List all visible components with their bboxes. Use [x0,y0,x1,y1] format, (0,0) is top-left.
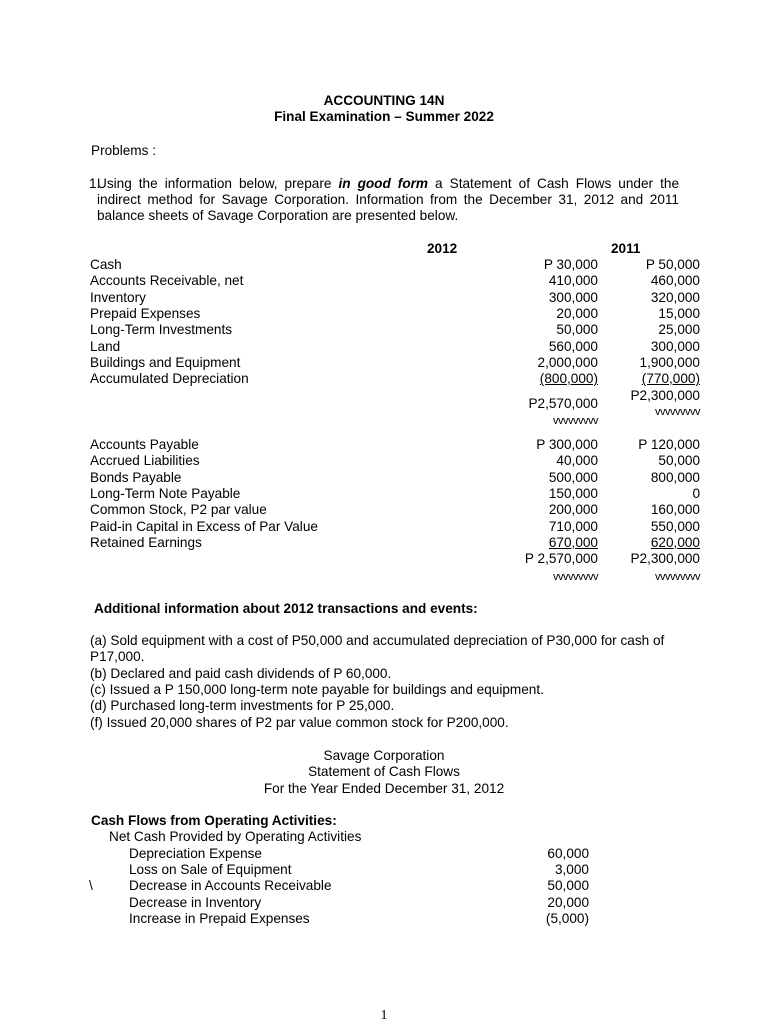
asset-value-2012: 560,000 [548,338,598,354]
asset-value-2011: (770,000) [641,371,700,387]
asset-value-2011: 460,000 [650,273,700,289]
statement-period: For the Year Ended December 31, 2012 [263,781,505,796]
asset-label: Long-Term Investments [90,322,233,338]
problem-number: 1. [89,176,101,191]
liability-value-2011: 800,000 [650,469,700,485]
liability-value-2012: P 300,000 [536,437,598,452]
asset-value-2011: 1,900,000 [639,354,700,370]
col-2012-header: 2012 [427,241,458,256]
operating-item-value: 3,000 [554,862,589,878]
assets-total-2012: P2,570,000 [528,396,598,411]
assets-double-rule-2012: vvvvvvvvv [553,415,598,427]
additional-item: (a) Sold equipment with a cost of P50,000 and accumulated depreciation of P30,000 for cash of [90,633,665,648]
liability-value-2011: P 120,000 [638,437,700,452]
liability-value-2011: 50,000 [658,453,700,469]
asset-value-2012: 410,000 [548,273,598,289]
asset-value-2011: 15,000 [658,305,700,321]
problems-label: Problems : [91,143,156,158]
liability-label: Common Stock, P2 par value [90,502,267,518]
assets-double-rule-2011: vvvvvvvvv [655,406,700,418]
asset-value-2012: 2,000,000 [537,354,598,370]
asset-value-2012: 50,000 [556,322,598,338]
operating-item-label: Increase in Prepaid Expenses [129,910,310,926]
additional-item: (c) Issued a P 150,000 long-term note payable for buildings and equipment. [90,681,544,697]
operating-item-label: Depreciation Expense [129,846,262,861]
liability-value-2012: 40,000 [556,453,598,469]
liab-double-rule-2011: vvvvvvvvv [655,571,700,583]
liability-label: Paid-in Capital in Excess of Par Value [90,518,318,534]
liability-label: Bonds Payable [90,469,182,485]
course-title: ACCOUNTING 14N [323,93,445,108]
liability-label: Retained Earnings [90,534,202,550]
asset-label: Buildings and Equipment [90,354,241,370]
operating-item-value: 50,000 [547,878,589,894]
additional-item: P17,000. [90,649,145,665]
page-number: 1 [380,1008,388,1023]
operating-item-value: (5,000) [545,910,589,926]
liab-double-rule-2012: vvvvvvvvv [553,571,598,583]
asset-label: Accumulated Depreciation [90,371,249,387]
additional-item: (f) Issued 20,000 shares of P2 par value common stock for P200,000. [90,714,509,730]
stray-mark: \ [89,878,93,893]
problem-text-before: Using the information below, prepare [97,176,339,191]
operating-item-label: Decrease in Inventory [129,894,262,910]
liability-label: Accrued Liabilities [90,453,200,469]
asset-label: Cash [90,257,122,272]
liab-total-2012: P 2,570,000 [524,551,598,566]
asset-value-2011: P 50,000 [645,257,700,272]
operating-subheading: Net Cash Provided by Operating Activities [109,829,362,844]
asset-value-2011: 25,000 [658,322,700,338]
operating-item-label: Decrease in Accounts Receivable [129,878,332,894]
asset-value-2011: 300,000 [650,338,700,354]
statement-title: Statement of Cash Flows [308,764,460,779]
liability-value-2012: 150,000 [548,485,598,501]
operating-item-value: 60,000 [547,846,589,861]
liability-value-2011: 160,000 [650,502,700,518]
liability-label: Accounts Payable [90,437,199,452]
liability-value-2012: 200,000 [548,502,598,518]
asset-value-2012: P 30,000 [543,257,598,272]
liability-value-2012: 500,000 [548,469,598,485]
asset-label: Land [90,338,121,354]
asset-value-2012: (800,000) [539,371,598,387]
statement-company: Savage Corporation [323,748,445,763]
asset-label: Accounts Receivable, net [90,273,244,289]
problem-text [97,176,679,224]
liab-total-2011: P2,300,000 [630,551,700,566]
liability-value-2011: 620,000 [650,534,700,550]
liability-label: Long-Term Note Payable [90,485,241,501]
exam-title: Final Examination – Summer 2022 [274,109,494,124]
additional-item: (d) Purchased long-term investments for P 25,000. [90,698,395,714]
asset-value-2011: 320,000 [650,289,700,305]
operating-item-label: Loss on Sale of Equipment [129,862,292,878]
additional-item: (b) Declared and paid cash dividends of P 60,000. [90,665,392,681]
asset-value-2012: 300,000 [548,289,598,305]
asset-value-2012: 20,000 [556,305,598,321]
asset-label: Inventory [90,289,146,305]
operating-item-value: 20,000 [547,894,589,910]
problem-text-after: a Statement of Cash Flows under the indirect method for Savage Corporation. Information from the December 31, 2012 and 2011 balance sheets of Savage Corporation are presented below. [97,176,679,223]
liability-value-2011: 550,000 [650,518,700,534]
col-2011-header: 2011 [611,241,641,256]
operating-heading: Cash Flows from Operating Activities: [91,813,337,828]
problem-emphasis: in good form [338,176,429,191]
liability-value-2012: 670,000 [548,534,598,550]
asset-label: Prepaid Expenses [90,305,201,321]
additional-heading: Additional information about 2012 transactions and events: [94,601,478,616]
assets-total-2011: P2,300,000 [630,388,700,403]
liability-value-2012: 710,000 [548,518,598,534]
liability-value-2011: 0 [692,485,700,501]
